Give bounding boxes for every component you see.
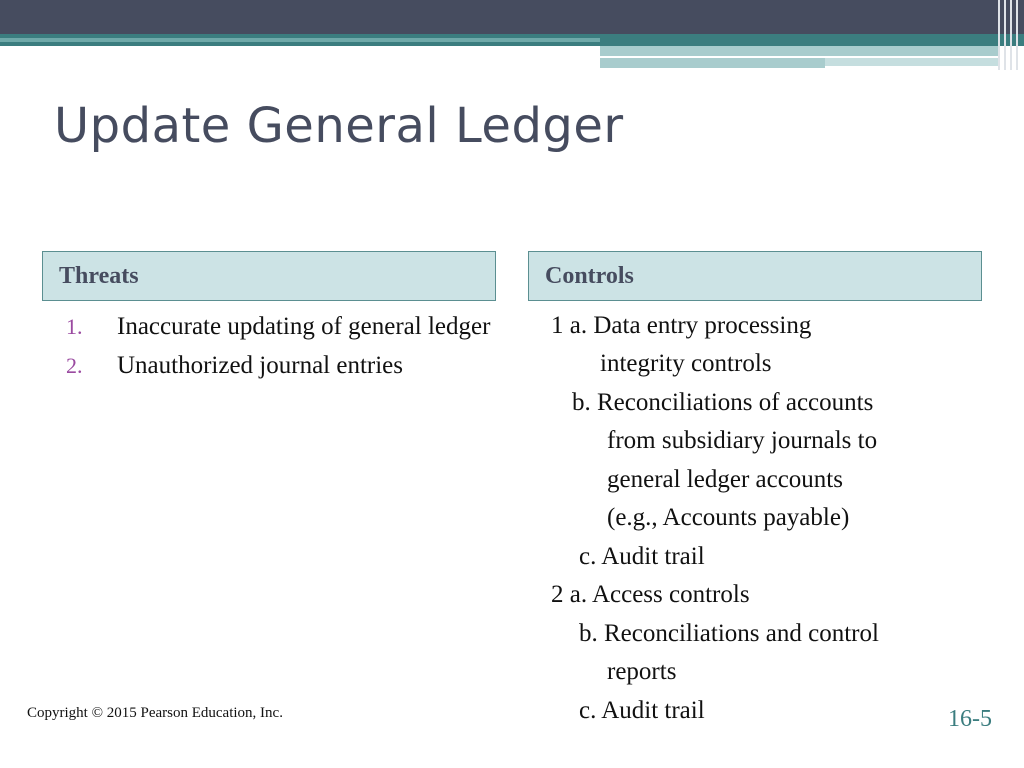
light-band-lower-right [825, 58, 1000, 66]
page-number: 16-5 [948, 706, 992, 732]
threat-text: Inaccurate updating of general ledger [117, 313, 491, 340]
light-band-lower [600, 58, 825, 68]
top-bar [0, 0, 1024, 34]
control-line: 1 a. Data entry processing [551, 312, 812, 339]
slide-title: Update General Ledger [54, 98, 624, 154]
threat-number: 2. [66, 353, 83, 378]
control-line: from subsidiary journals to [607, 427, 878, 454]
threats-list [66, 310, 506, 388]
threats-header: Threats [42, 251, 496, 301]
threat-number: 1. [66, 314, 83, 339]
threat-item [66, 349, 506, 382]
decorative-stripes [996, 0, 1024, 70]
control-line: reports [607, 658, 677, 685]
control-line: 2 a. Access controls [551, 581, 750, 608]
control-line: (e.g., Accounts payable) [607, 504, 850, 531]
control-line: general ledger accounts [607, 466, 843, 493]
control-line: integrity controls [600, 350, 772, 377]
light-band [600, 46, 1000, 56]
control-line: c. Audit trail [579, 697, 705, 724]
threat-item [66, 310, 506, 343]
threat-text: Unauthorized journal entries [117, 352, 404, 379]
controls-header: Controls [528, 251, 982, 301]
control-line: c. Audit trail [579, 543, 705, 570]
copyright-footer: Copyright © 2015 Pearson Education, Inc. [27, 705, 283, 721]
control-line: b. Reconciliations of accounts [572, 389, 874, 416]
teal-band-highlight [0, 38, 600, 42]
control-line: b. Reconciliations and control [579, 620, 879, 647]
